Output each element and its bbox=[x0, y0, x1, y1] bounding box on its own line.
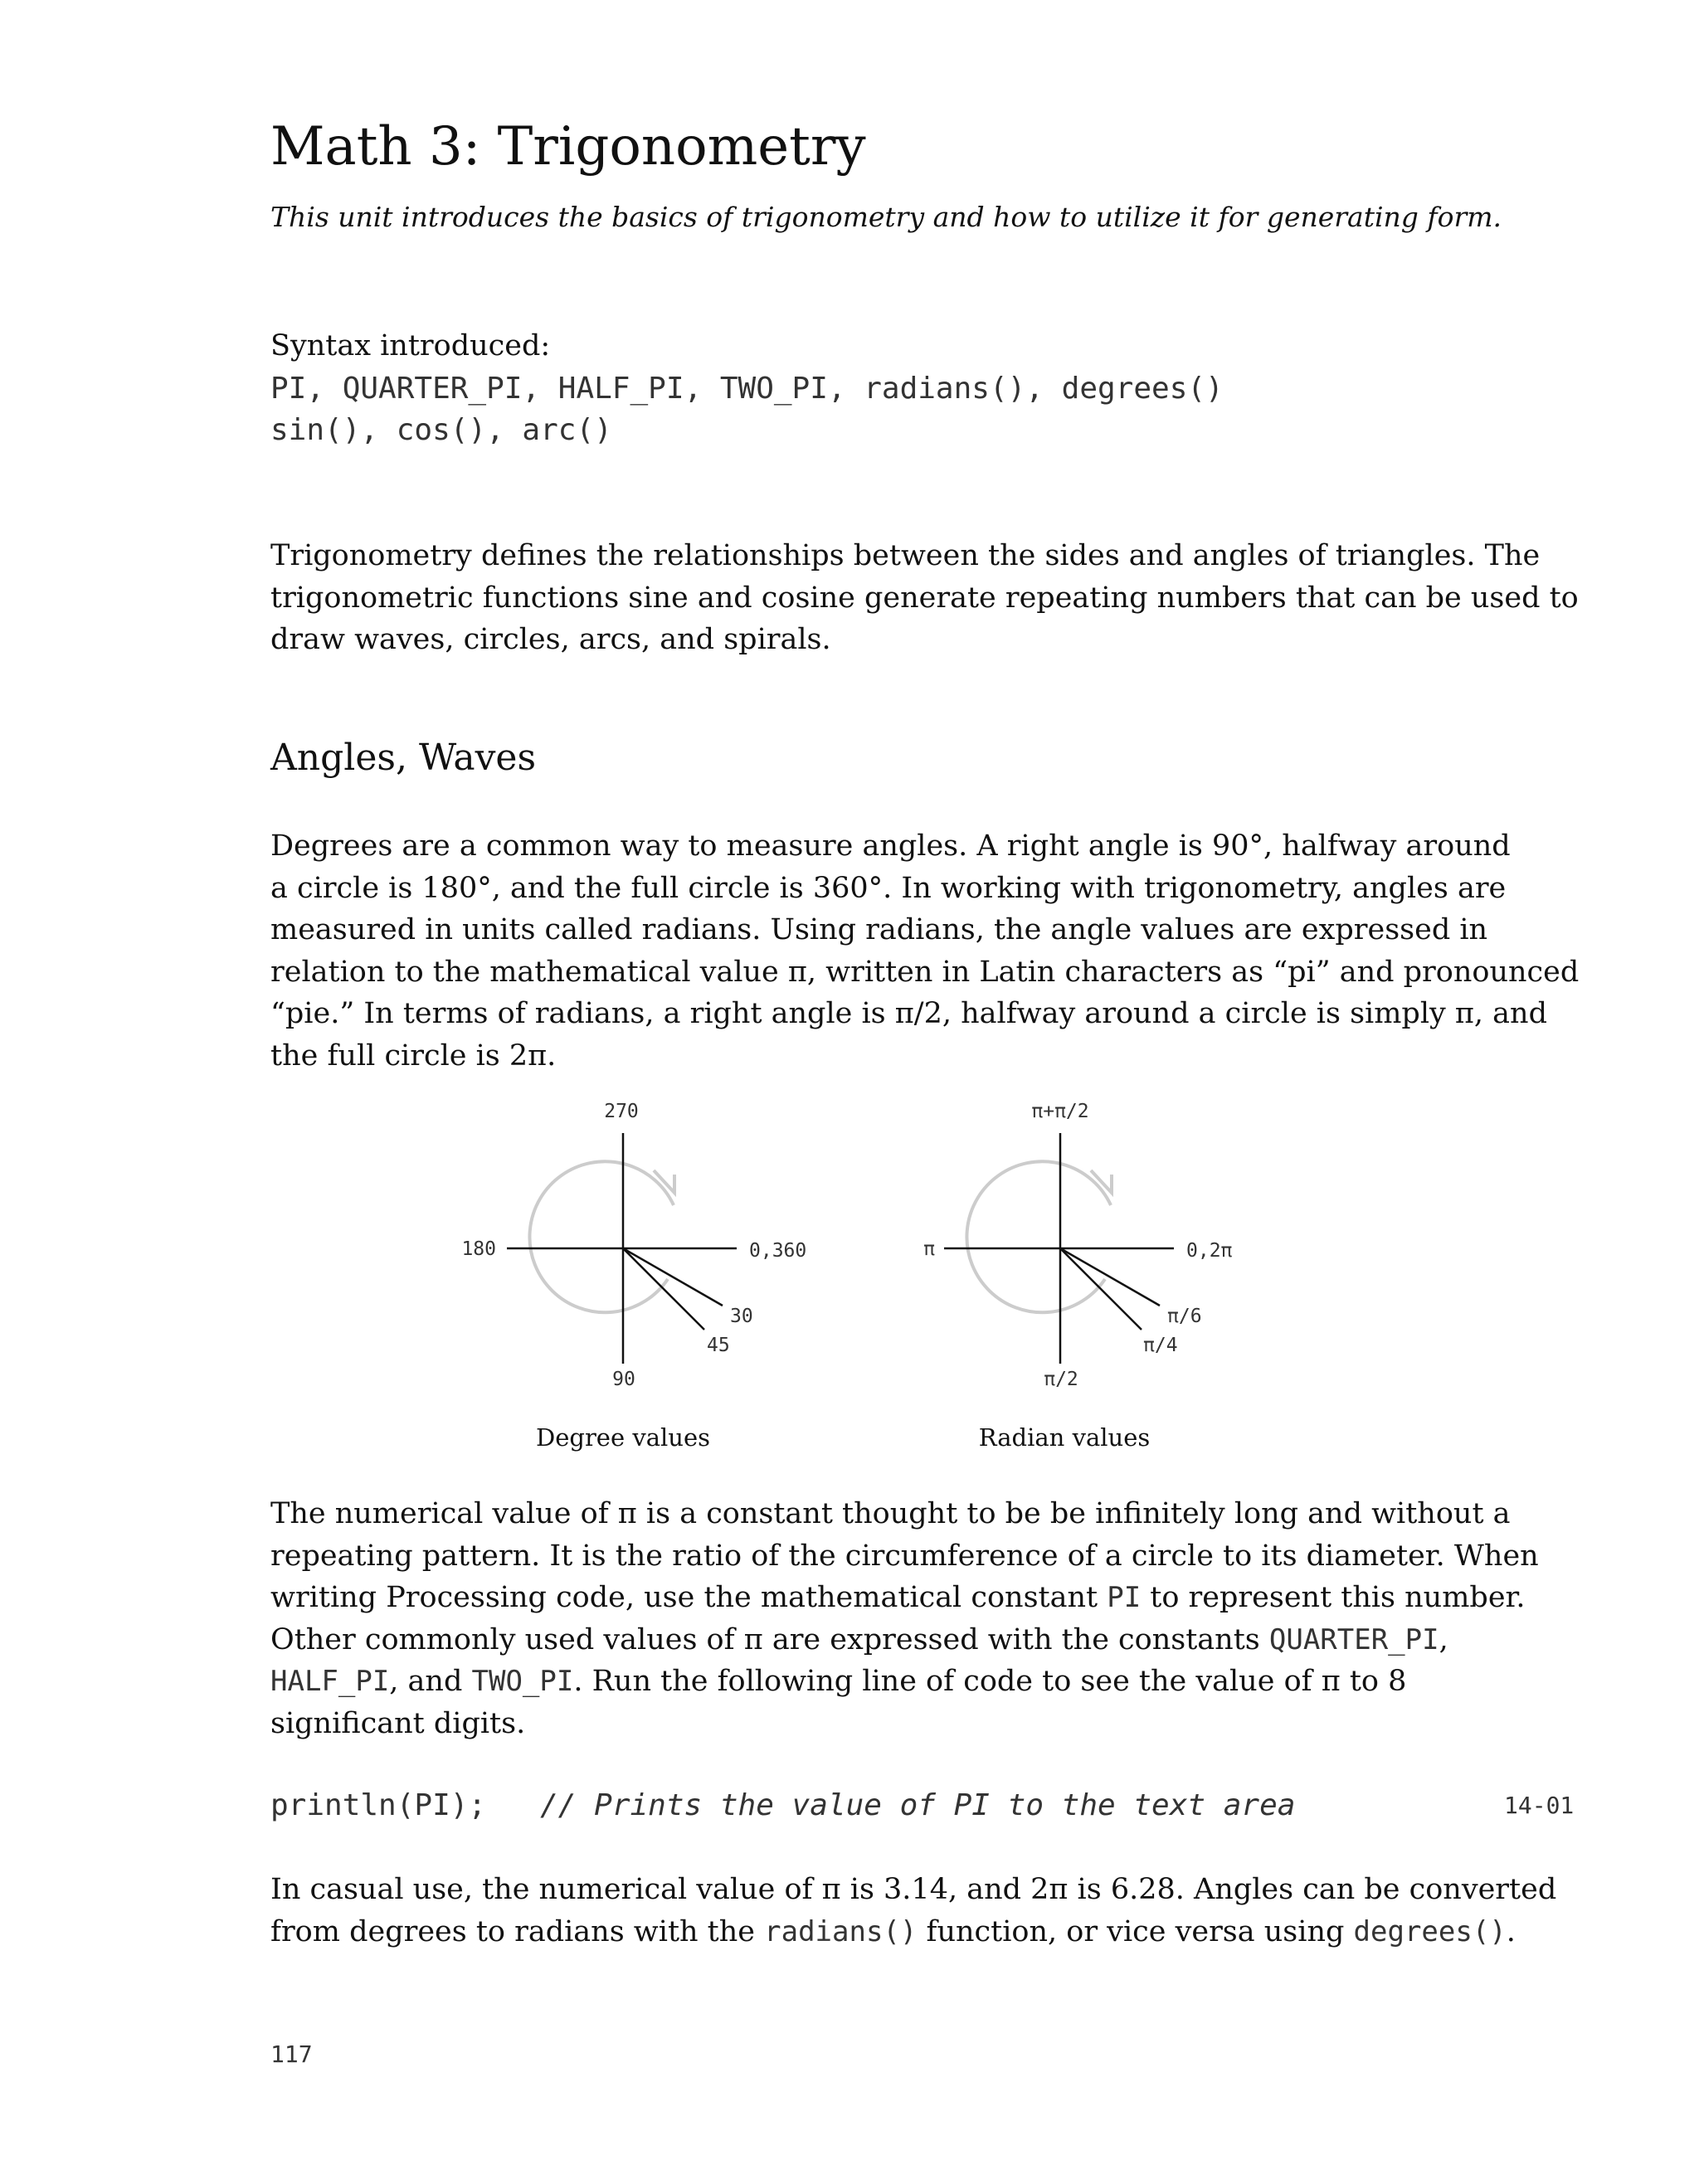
section-heading: Angles, Waves bbox=[270, 737, 537, 779]
inline-code-radians: radians() bbox=[764, 1914, 918, 1948]
syntax-list-line-1: PI, QUARTER_PI, HALF_PI, TWO_PI, radians(), degrees() bbox=[270, 372, 1224, 406]
text-run: from degrees to radians with the bbox=[270, 1914, 765, 1948]
angles-line: relation to the mathematical value π, written in Latin characters as “pi” and pronounced bbox=[270, 955, 1580, 989]
intro-paragraph bbox=[270, 535, 1579, 661]
label-bottom: π/2 bbox=[1044, 1369, 1078, 1390]
page-number: 117 bbox=[270, 2041, 313, 2068]
casual-line bbox=[270, 1911, 1516, 1953]
syntax-list-line-2: sin(), cos(), arc() bbox=[270, 413, 612, 447]
inline-code-quarter-pi: QUARTER_PI bbox=[1268, 1622, 1439, 1656]
label-left: π bbox=[923, 1238, 935, 1260]
label-right: 0,360 bbox=[749, 1240, 807, 1262]
radian-caption: Radian values bbox=[978, 1423, 1151, 1452]
radian-diagram bbox=[923, 1101, 1232, 1452]
intro-line: draw waves, circles, arcs, and spirals. bbox=[270, 623, 831, 656]
angles-paragraph bbox=[270, 825, 1580, 1077]
code-comment: // Prints the value of PI to the text area bbox=[540, 1788, 1296, 1822]
inline-code-pi: PI bbox=[1107, 1581, 1142, 1614]
label-pi-over-4: π/4 bbox=[1143, 1335, 1178, 1356]
page-title: Math 3: Trigonometry bbox=[270, 116, 866, 178]
angles-line: Degrees are a common way to measure angles. A right angle is 90°, halfway around bbox=[270, 829, 1511, 863]
label-45: 45 bbox=[707, 1335, 730, 1356]
intro-line: Trigonometry defines the relationships between the sides and angles of triangles. The bbox=[270, 539, 1541, 572]
pi-line: The numerical value of π is a constant thought to be be infinitely long and without a bbox=[270, 1497, 1511, 1530]
ray-30-degrees bbox=[623, 1248, 723, 1306]
inline-code-two-pi: TWO_PI bbox=[471, 1665, 574, 1698]
angles-line: the full circle is 2π. bbox=[270, 1038, 557, 1073]
text-run: function, or vice versa using bbox=[917, 1914, 1354, 1948]
label-pi-over-6: π/6 bbox=[1167, 1306, 1202, 1327]
text-run: . bbox=[1506, 1914, 1516, 1948]
angles-line: a circle is 180°, and the full circle is 360°. In working with trigonometry, angles are bbox=[270, 871, 1507, 905]
rotation-arrowhead-icon bbox=[654, 1170, 674, 1193]
text-run: to represent this number. bbox=[1141, 1581, 1526, 1614]
casual-paragraph bbox=[270, 1869, 1557, 1953]
text-run: Other commonly used values of π are expressed with the constants bbox=[270, 1622, 1269, 1656]
ray-pi-over-6 bbox=[1060, 1248, 1160, 1306]
code-example bbox=[270, 1788, 1295, 1822]
text-run: , bbox=[1439, 1622, 1448, 1656]
pi-paragraph bbox=[270, 1493, 1539, 1744]
label-bottom: 90 bbox=[612, 1369, 635, 1390]
pi-line bbox=[270, 1577, 1526, 1619]
casual-line: In casual use, the numerical value of π is 3.14, and 2π is 6.28. Angles can be converted bbox=[270, 1873, 1557, 1906]
inline-code-half-pi: HALF_PI bbox=[270, 1665, 390, 1698]
unit-subtitle: This unit introduces the basics of trigonometry and how to utilize it for generating form. bbox=[270, 201, 1502, 233]
ray-45-degrees bbox=[623, 1248, 704, 1330]
pi-line bbox=[270, 1661, 1490, 1703]
text-run: . Run the following line of code to see the value of π to 8 bbox=[573, 1665, 1407, 1698]
pi-line: significant digits. bbox=[270, 1706, 526, 1740]
rotation-arc bbox=[966, 1161, 1111, 1312]
text-run: , and bbox=[389, 1665, 472, 1698]
rotation-arrowhead-icon bbox=[1091, 1170, 1112, 1193]
label-top: 270 bbox=[604, 1101, 639, 1122]
degree-diagram bbox=[461, 1101, 806, 1452]
rotation-arc bbox=[529, 1161, 674, 1312]
ray-pi-over-4 bbox=[1060, 1248, 1142, 1330]
intro-line: trigonometric functions sine and cosine generate repeating numbers that can be used to bbox=[270, 581, 1579, 615]
angles-line: measured in units called radians. Using radians, the angle values are expressed in bbox=[270, 913, 1488, 946]
degree-caption: Degree values bbox=[535, 1423, 711, 1452]
label-left: 180 bbox=[461, 1238, 496, 1260]
syntax-heading: Syntax introduced: bbox=[270, 329, 551, 362]
pi-line: repeating pattern. It is the ratio of the circumference of a circle to its diameter. When bbox=[270, 1539, 1539, 1573]
pi-line bbox=[270, 1619, 1490, 1661]
inline-code-degrees: degrees() bbox=[1353, 1914, 1507, 1948]
code-statement: println(PI); bbox=[270, 1788, 487, 1822]
angles-line: “pie.” In terms of radians, a right angle is π/2, halfway around a circle is simply π, and bbox=[270, 997, 1547, 1030]
text-run: writing Processing code, use the mathematical constant bbox=[270, 1581, 1108, 1614]
listing-number: 14-01 bbox=[1504, 1792, 1575, 1819]
label-30: 30 bbox=[730, 1306, 753, 1327]
label-top: π+π/2 bbox=[1031, 1101, 1089, 1122]
label-right: 0,2π bbox=[1186, 1240, 1233, 1262]
